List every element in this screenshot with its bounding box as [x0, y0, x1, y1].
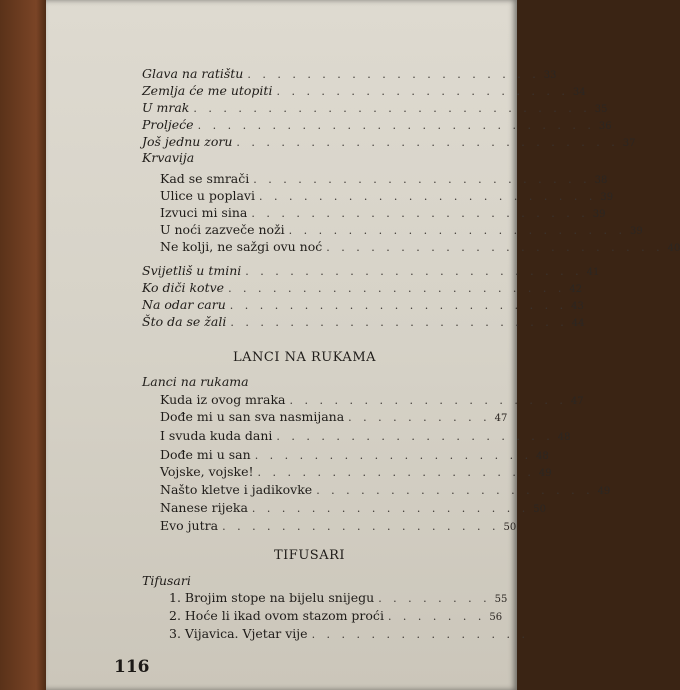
toc-entry: Kad se smrači . . . . . . . . . . . . . . . . . . . . . . . 38: [160, 170, 470, 188]
toc-entry: Glava na ratištu . . . . . . . . . . . . . . . . . . . . 33: [142, 65, 470, 83]
leader-dots: . . . . . . . . . . . . . . . . . . .: [254, 449, 533, 462]
toc-entry: Vojske, vojske! . . . . . . . . . . . . . . . . . . . 49: [160, 463, 470, 481]
leader-dots: . . . . . . . . . . . . . . . . . . . . . . .: [229, 299, 568, 312]
page-number: 116: [114, 657, 150, 677]
toc-entry: Evo jutra . . . . . . . . . . . . . . . . . . . 50: [160, 517, 470, 535]
leader-dots: . . . . . . .: [387, 610, 486, 623]
leader-dots: . . . . . . . . . .: [348, 411, 491, 424]
leader-dots: . . . . . . . . . . . . . . . . . . . . . . .: [258, 190, 597, 203]
toc-entry: U mrak . . . . . . . . . . . . . . . . . . . . . . . . . . . 35: [142, 99, 470, 117]
leader-dots: . . . . . . . . . . . . . . . . . . . .: [276, 85, 569, 98]
subsection-label: Krvavija: [142, 150, 195, 165]
leader-dots: . . . . . . . . . . . . . . . . . . . .: [247, 68, 540, 81]
toc-entry: Još jednu zoru . . . . . . . . . . . . . . . . . . . . . . . . . . 37: [142, 133, 470, 151]
leader-dots: . . . . . . . . . . . . . . . . . . . . . . .: [230, 316, 568, 329]
toc-entry: 3. Vijavica. Vjetar vije . . . . . . . . . . . . . . .: [169, 625, 470, 643]
leader-dots: . . . . . . . . . . . . . . . . . . .: [316, 484, 594, 497]
toc-entry: I svuda kuda dani . . . . . . . . . . . . . . . . . . . 48: [160, 427, 470, 445]
subsection-label: Lanci na rukama: [142, 374, 249, 389]
leader-dots: . . . . . . . . . . . . . . . . . . . . . . .: [251, 207, 589, 220]
toc-entry: Proljeće . . . . . . . . . . . . . . . . . . . . . . . . . . . 36: [142, 116, 470, 134]
leader-dots: . . . . . . . . . . . . . . . . . . . . . . .: [288, 224, 627, 237]
toc-entry: 1. Brojim stope na bijelu snijegu . . . . . . . . 55: [169, 589, 470, 607]
toc-entry: Izvuci mi sina . . . . . . . . . . . . . . . . . . . . . . . 39: [160, 204, 470, 222]
leader-dots: . . . . . . . . . . . . . . . . . . . . . . .: [245, 265, 583, 278]
toc-entry: Što da se žali . . . . . . . . . . . . . . . . . . . . . . . 44: [142, 313, 470, 331]
leader-dots: . . . . . . . . . . . . . . . . . . . . . . .: [326, 241, 664, 254]
section-heading: TIFUSARI: [274, 548, 345, 563]
toc-entry: U noći zazveče noži . . . . . . . . . . . . . . . . . . . . . . . 39: [160, 221, 470, 239]
leader-dots: . . . . . . . . . . . . . . . . . . .: [257, 466, 535, 479]
leader-dots: . . . . . . . . . . . . . . . . . . .: [289, 394, 567, 407]
toc-entry: Dođe mi u san . . . . . . . . . . . . . . . . . . . 48: [160, 446, 470, 464]
subsection-label: Tifusari: [142, 573, 191, 588]
toc-entry: Dođe mi u san sva nasmijana . . . . . . . . . . 47: [160, 408, 470, 426]
leader-dots: . . . . . . . . . . . . . . . . . . .: [251, 502, 530, 515]
toc-entry: Našto kletve i jadikovke . . . . . . . . . . . . . . . . . . . 49: [160, 481, 470, 499]
leader-dots: . . . . . . . . . . . . . . . . . . . . . . . . . . .: [197, 119, 595, 132]
toc-entry: Kuda iz ovog mraka . . . . . . . . . . . . . . . . . . . 47: [160, 391, 470, 409]
leader-dots: . . . . . . . . . . . . . . . . . . . . . . .: [253, 173, 591, 186]
leader-dots: . . . . . . . . . . . . . . . . . . . . . . . . . .: [236, 136, 619, 149]
toc-entry: Zemlja će me utopiti . . . . . . . . . . . . . . . . . . . . 34: [142, 82, 470, 100]
section-heading: LANCI NA RUKAMA: [233, 350, 377, 365]
leader-dots: . . . . . . . .: [378, 592, 491, 605]
toc-entry: Ne kolji, ne sažgi ovu noć . . . . . . . . . . . . . . . . . . . . . . . 40: [160, 238, 470, 256]
toc-entry: Na odar caru . . . . . . . . . . . . . . . . . . . . . . . 43: [142, 296, 470, 314]
toc-entry: Ulice u poplavi . . . . . . . . . . . . . . . . . . . . . . . 39: [160, 187, 470, 205]
toc-entry: 2. Hoće li ikad ovom stazom proći . . . . . . . 56: [169, 607, 470, 625]
leader-dots: . . . . . . . . . . . . . . . . . . . . . . . . . . .: [193, 102, 591, 115]
leader-dots: . . . . . . . . . . . . . . .: [311, 628, 529, 641]
leader-dots: . . . . . . . . . . . . . . . . . . .: [222, 520, 500, 533]
leader-dots: . . . . . . . . . . . . . . . . . . . . . . .: [228, 282, 566, 295]
toc-entry: Svijetliš u tmini . . . . . . . . . . . . . . . . . . . . . . . 41: [142, 262, 470, 280]
toc-entry: Nanese rijeka . . . . . . . . . . . . . . . . . . . 50: [160, 499, 470, 517]
leader-dots: . . . . . . . . . . . . . . . . . . .: [276, 430, 554, 443]
toc-entry: Ko diči kotve . . . . . . . . . . . . . . . . . . . . . . . 42: [142, 279, 470, 297]
